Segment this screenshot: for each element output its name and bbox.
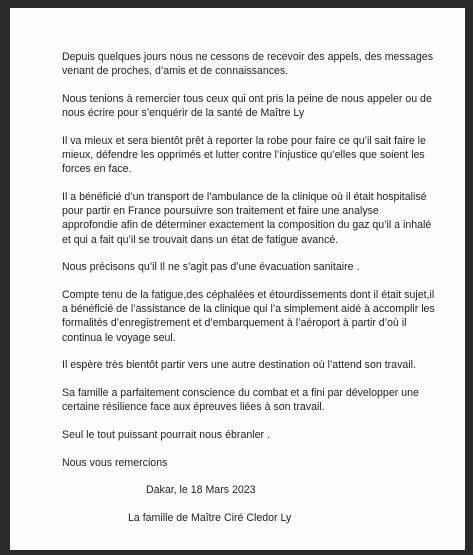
paragraph-health-status: Il va mieux et sera bientôt prêt à reporter la robe pour faire ce qu’il sait faire le mieux, défendre les opprimés et lutter contre l’injustice qu’elles que soient les forces en face. (62, 134, 426, 176)
signature: La famille de Maître Ciré Cledor Ly (128, 512, 292, 525)
letter-page (10, 8, 465, 550)
paragraph-transport: Il a bénéficié d’un transport de l’ambulance de la clinique où il était hospitalisé pour partir en France poursuivre son traitement et faire une analyse approfondie afin de déterminer exactement la composition du gaz qu’il a inhalé et qui a fait qu’il se trouvait dans un état de fatigue avancé. (62, 190, 432, 246)
paragraph-family-resilience: Sa famille a parfaitement conscience du combat et a fini par développer une certaine résilience face aux épreuves liées à son travail. (62, 386, 419, 414)
paragraph-clinic-assistance: Compte tenu de la fatigue,des céphalées et étourdissements dont il était sujet,il a bénéficié de l’assistance de la clinique qui l’a simplement aidé à accomplir les formalités d’enregistrement et d’embarquement à l’aéroport à partir d’où il continua le voyage seul. (62, 288, 435, 344)
paragraph-faith: Seul le tout puissant pourrait nous ébranler . (62, 428, 270, 441)
paragraph-not-evacuation: Nous précisons qu’il Il ne s’agit pas d’une évacuation sanitaire . (62, 261, 360, 274)
paragraph-thanks: Nous tenions à remercier tous ceux qui ont pris la peine de nous appeler ou de nous écrire pour s’enquérir de la santé de Maître Ly (62, 92, 432, 120)
closing-line: Nous vous remercions (62, 456, 168, 469)
paragraph-calls-received: Depuis quelques jours nous ne cessons de recevoir des appels, des messages venant de proches, d’amis et de connaissances. (62, 51, 433, 78)
date-line: Dakar, le 18 Mars 2023 (146, 484, 256, 497)
paragraph-next-destination: Il espère très bientôt partir vers une autre destination où l’attend son travail. (62, 359, 416, 372)
